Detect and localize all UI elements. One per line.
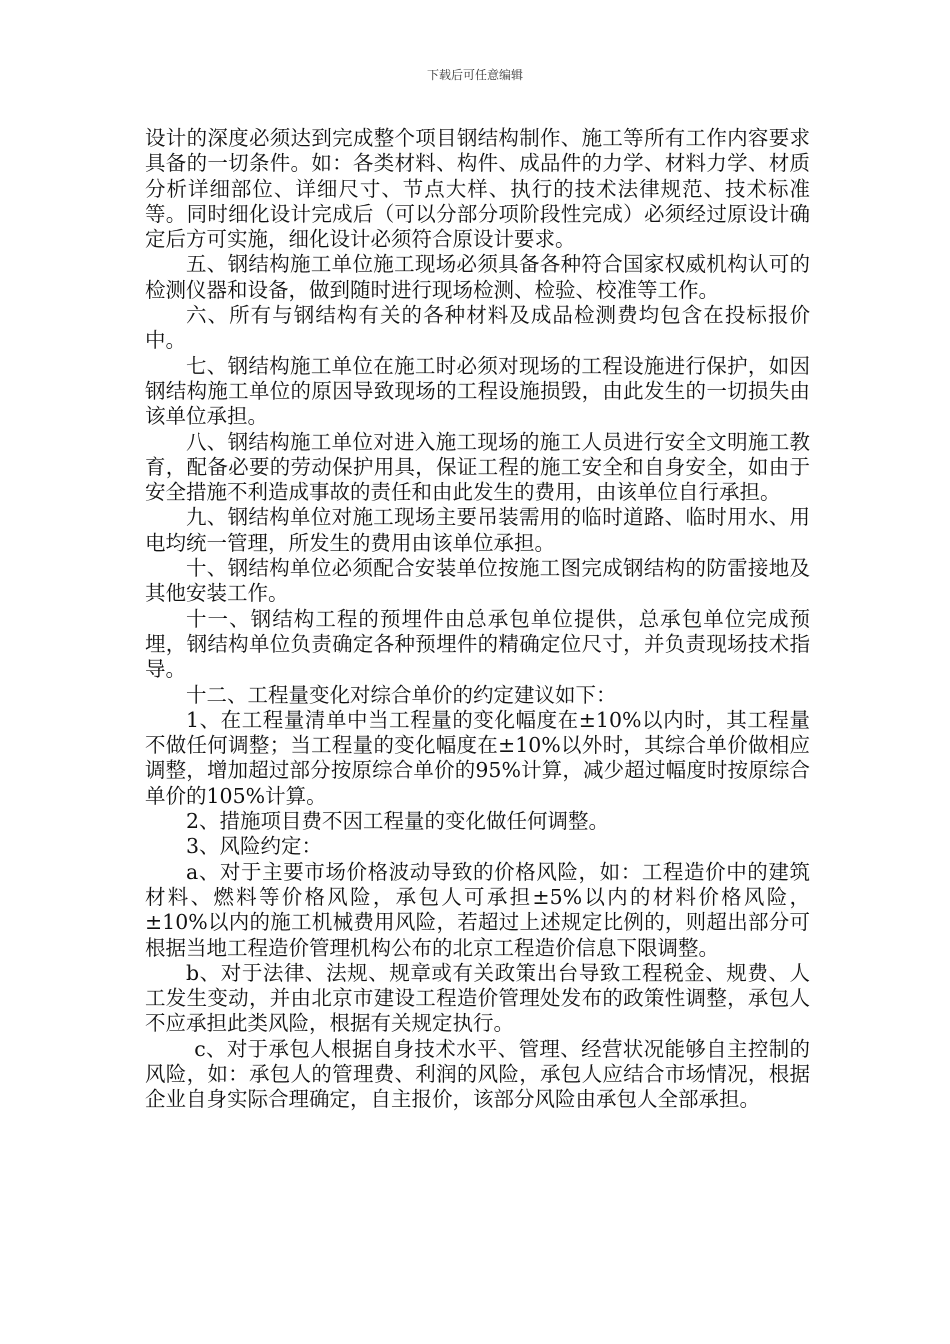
paragraph-item-7: 七、钢结构施工单位在施工时必须对现场的工程设施进行保护，如因钢结构施工单位的原因导致现场的工程设施损毁，由此发生的一切损失由该单位承担。: [145, 353, 810, 429]
paragraph-item-6: 六、所有与钢结构有关的各种材料及成品检测费均包含在投标报价中。: [145, 303, 810, 353]
paragraph-item-5: 五、钢结构施工单位施工现场必须具备各种符合国家权威机构认可的检测仪器和设备，做到随时进行现场检测、检验、校准等工作。: [145, 252, 810, 302]
paragraph-risk-c: c、对于承包人根据自身技术水平、管理、经营状况能够自主控制的风险，如：承包人的管理费、利润的风险，承包人应结合市场情况，根据企业自身实际合理确定，自主报价，该部分风险由承包人全部承担。: [145, 1036, 810, 1112]
paragraph-item-11: 十一、钢结构工程的预埋件由总承包单位提供，总承包单位完成预埋，钢结构单位负责确定各种预埋件的精确定位尺寸，并负责现场技术指导。: [145, 606, 810, 682]
paragraph-item-10: 十、钢结构单位必须配合安装单位按施工图完成钢结构的防雷接地及其他安装工作。: [145, 556, 810, 606]
page-header: 下载后可任意编辑: [426, 68, 523, 82]
paragraph-design-depth: 设计的深度必须达到完成整个项目钢结构制作、施工等所有工作内容要求具备的一切条件。如：各类材料、构件、成品件的力学、材料力学、材质分析详细部位、详细尺寸、节点大样、执行的技术法律规范、技术标准等。同时细化设计完成后（可以分部分项阶段性完成）必须经过原设计确定后方可实施，细化设计必须符合原设计要求。: [145, 126, 810, 252]
paragraph-risk-a: a、对于主要市场价格波动导致的价格风险，如：工程造价中的建筑材料、燃料等价格风险，承包人可承担±5%以内的材料价格风险，±10%以内的施工机械费用风险，若超过上述规定比例的，则超出部分可根据当地工程造价管理机构公布的北京工程造价信息下限调整。: [145, 859, 810, 960]
paragraph-risk-b: b、对于法律、法规、规章或有关政策出台导致工程税金、规费、人工发生变动，并由北京市建设工程造价管理处发布的政策性调整，承包人不应承担此类风险，根据有关规定执行。: [145, 960, 810, 1036]
document-body: [145, 126, 810, 1113]
paragraph-item-12: 十二、工程量变化对综合单价的约定建议如下：: [186, 682, 617, 707]
paragraph-sub-3: 3、风险约定：: [186, 834, 323, 859]
paragraph-sub-1: 1、在工程量清单中当工程量的变化幅度在±10%以内时，其工程量不做任何调整；当工程量的变化幅度在±10%以外时，其综合单价做相应调整，增加超过部分按原综合单价的95%计算，减少超过幅度时按原综合单价的105%计算。: [145, 707, 810, 808]
paragraph-item-9: 九、钢结构单位对施工现场主要吊装需用的临时道路、临时用水、用电均统一管理，所发生的费用由该单位承担。: [145, 505, 810, 555]
paragraph-sub-2: 2、措施项目费不因工程量的变化做任何调整。: [186, 809, 610, 834]
paragraph-item-8: 八、钢结构施工单位对进入施工现场的施工人员进行安全文明施工教育，配备必要的劳动保护用具，保证工程的施工安全和自身安全，如由于安全措施不利造成事故的责任和由此发生的费用，由该单位自行承担。: [145, 429, 810, 505]
